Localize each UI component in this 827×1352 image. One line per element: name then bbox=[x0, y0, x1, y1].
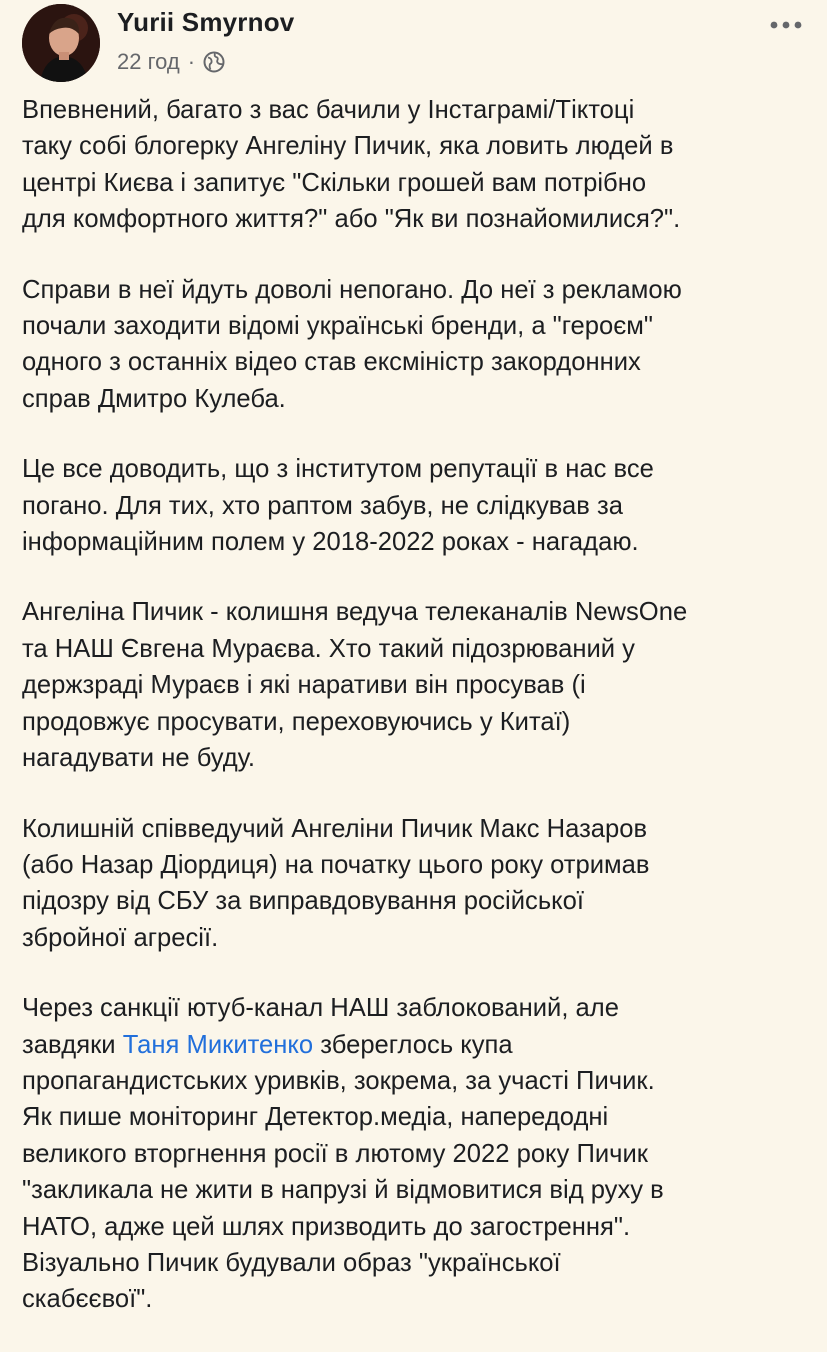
avatar-image bbox=[22, 4, 100, 82]
post-time[interactable]: 22 год bbox=[117, 49, 180, 74]
text-line: центрі Києва і запитує "Скільки грошей вам потрібно bbox=[22, 168, 647, 197]
post-header bbox=[0, 0, 827, 92]
more-horizontal-icon[interactable] bbox=[764, 8, 808, 42]
post-paragraph-4 bbox=[22, 594, 812, 776]
avatar[interactable] bbox=[22, 4, 100, 82]
post-meta bbox=[117, 46, 225, 78]
text-line: НАТО, адже цей шлях призводить до загострення". bbox=[22, 1212, 631, 1241]
text-line-with-mention bbox=[22, 1027, 812, 1063]
post-paragraph-5 bbox=[22, 811, 812, 957]
post-text bbox=[22, 92, 812, 1352]
text-fragment: завдяки bbox=[22, 1030, 123, 1059]
text-line: Впевнений, багато з вас бачили у Інстаграмі/Тіктоці bbox=[22, 96, 635, 124]
text-line: Через санкції ютуб-канал НАШ заблокований, але bbox=[22, 994, 619, 1023]
text-line: продовжує просувати, переховуючись у Китаї) bbox=[22, 707, 571, 736]
text-line: Візуально Пичик будували образ "української bbox=[22, 1248, 561, 1277]
text-line: пропагандистських уривків, зокрема, за участі Пичик. bbox=[22, 1066, 655, 1095]
text-line: (або Назар Діордиця) на початку цього року отримав bbox=[22, 850, 650, 879]
text-line: одного з останніх відео став ексміністр закордонних bbox=[22, 348, 641, 377]
post-paragraph-3 bbox=[22, 451, 812, 560]
post-paragraph-1 bbox=[22, 92, 812, 238]
text-line: збройної агресії. bbox=[22, 923, 219, 952]
text-line: великого вторгнення росії в лютому 2022 року Пичик bbox=[22, 1139, 648, 1168]
text-line: погано. Для тих, хто раптом забув, не слідкував за bbox=[22, 491, 623, 520]
text-line: справ Дмитро Кулеба. bbox=[22, 384, 286, 413]
text-fragment: збереглось купа bbox=[313, 1030, 513, 1059]
mention-link[interactable]: Таня Микитенко bbox=[122, 1030, 314, 1059]
text-line: для комфортного життя?" або "Як ви познайомилися?". bbox=[22, 205, 681, 234]
text-line: Колишній співведучий Ангеліни Пичик Макс Назаров bbox=[22, 814, 648, 843]
text-line: таку собі блогерку Ангеліну Пичик, яка ловить людей в bbox=[22, 132, 674, 161]
author-name[interactable]: Yurii Smyrnov bbox=[117, 7, 295, 37]
text-line: нагадувати не буду. bbox=[22, 744, 256, 773]
text-line: Як пише моніторинг Детектор.медіа, напередодні bbox=[22, 1103, 609, 1132]
text-line: "закликала не жити в напрузі й відмовитися від руху в bbox=[22, 1176, 664, 1205]
text-line: почали заходити відомі українські бренди, а "героєм" bbox=[22, 312, 653, 341]
text-line: держзраді Мураєв і які наративи він просував (і bbox=[22, 671, 586, 700]
post-paragraph-6 bbox=[22, 990, 812, 1318]
post-paragraph-2 bbox=[22, 272, 812, 418]
text-line: скабєєвої". bbox=[22, 1285, 153, 1314]
text-line: Ангеліна Пичик - колишня ведуча телеканалів NewsOne bbox=[22, 598, 688, 627]
text-line: Це все доводить, що з інститутом репутації в нас все bbox=[22, 455, 654, 484]
meta-separator: · bbox=[187, 49, 196, 74]
text-line: підозру від СБУ за виправдовування російської bbox=[22, 887, 584, 916]
text-line: та НАШ Євгена Мураєва. Хто такий підозрюваний у bbox=[22, 634, 635, 663]
globe-icon[interactable] bbox=[203, 51, 225, 73]
text-line: Справи в неї йдуть доволі непогано. До неї з рекламою bbox=[22, 275, 682, 304]
text-line: інформаційним полем у 2018-2022 роках - нагадаю. bbox=[22, 528, 639, 557]
